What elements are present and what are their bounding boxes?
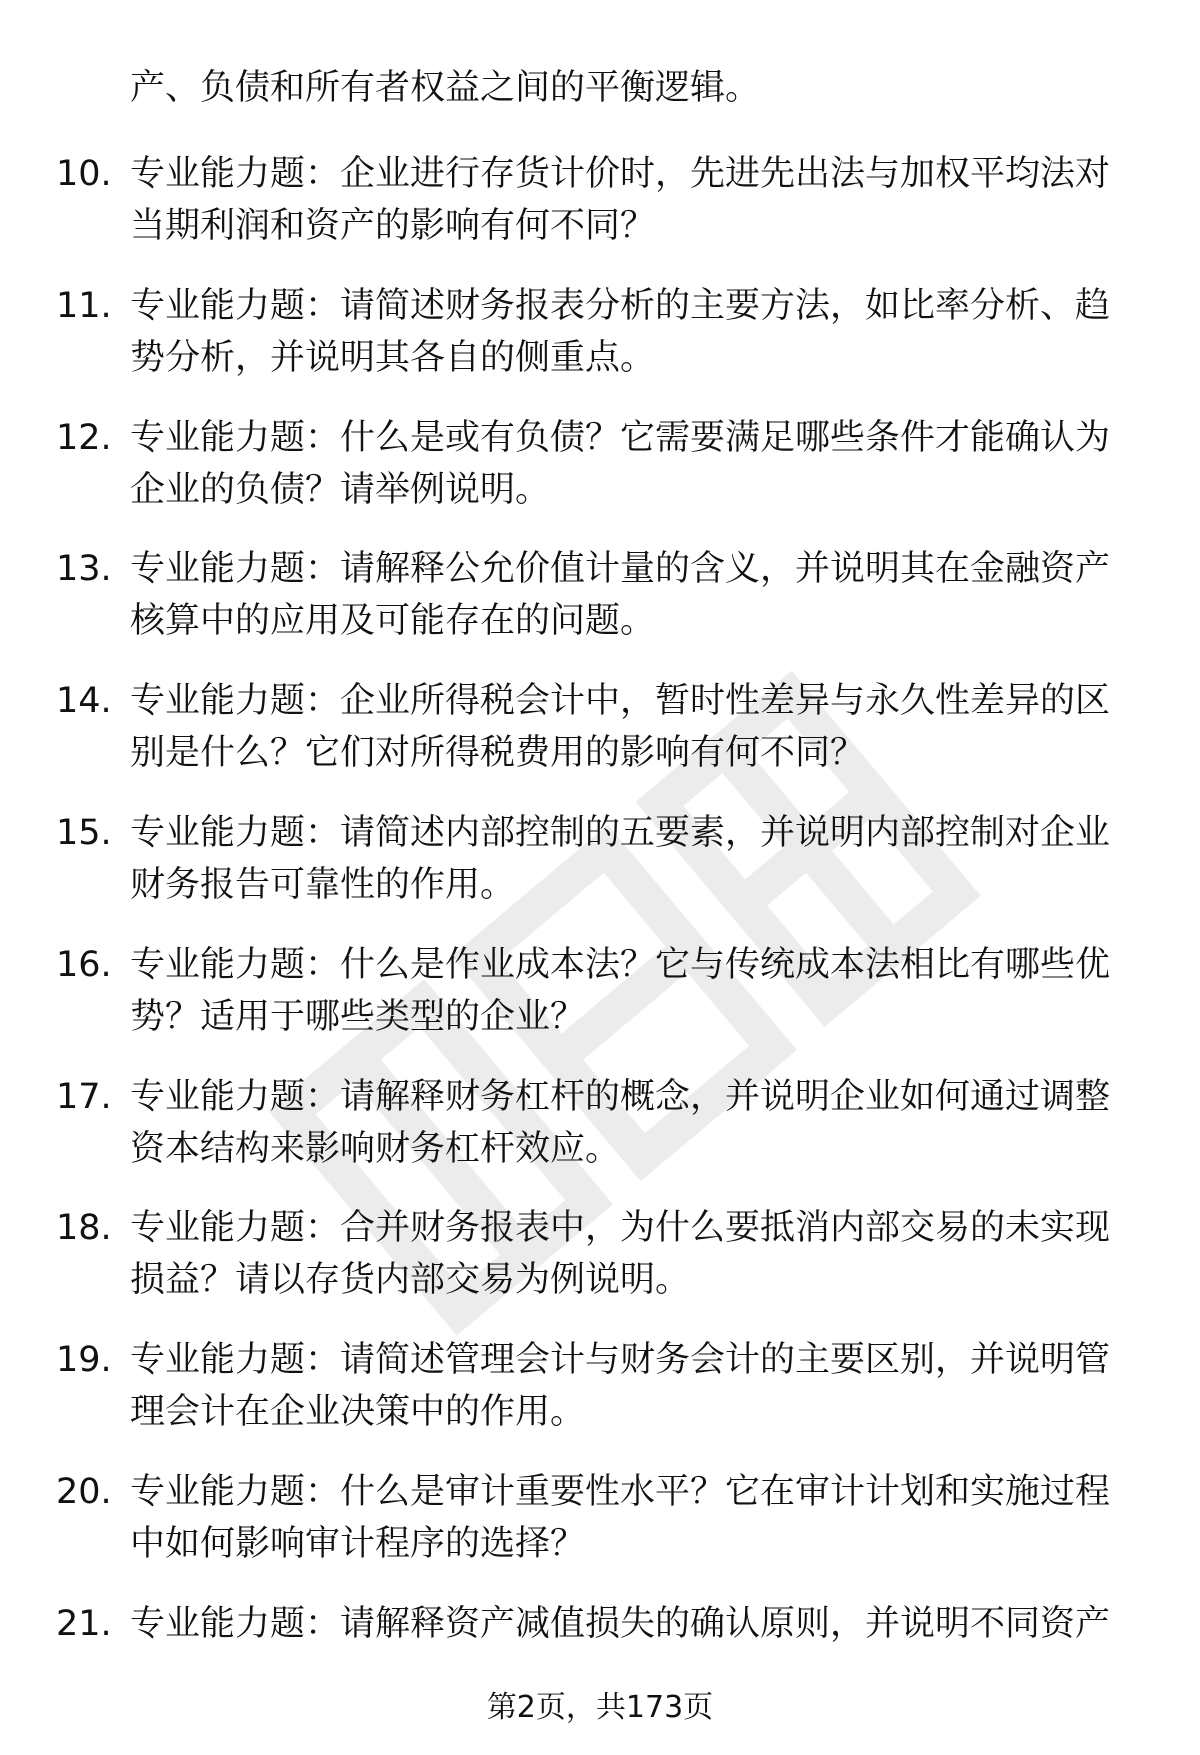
question-item (0, 148, 1200, 280)
question-number: 10. (56, 154, 112, 194)
question-number: 13. (56, 549, 112, 590)
question-text-line-1: 专业能力题：请简述内部控制的五要素，并说明内部控制对企业 (130, 812, 1111, 853)
question-item (0, 939, 1200, 1071)
question-text-line-1: 专业能力题：企业进行存货计价时，先进先出法与加权平均法对 (130, 154, 1111, 194)
question-number: 11. (56, 285, 112, 326)
question-item (0, 1466, 1200, 1598)
question-number: 16. (56, 944, 112, 985)
question-number: 19. (56, 1340, 112, 1381)
question-text-line-2: 当期利润和资产的影响有何不同？ (130, 206, 656, 246)
question-text-line-2: 理会计在企业决策中的作用。 (130, 1392, 586, 1433)
question-number: 17. (56, 1076, 112, 1117)
question-text-line-1: 专业能力题：请解释财务杠杆的概念，并说明企业如何通过调整 (130, 1076, 1111, 1117)
question-text-line-2: 损益？请以存货内部交易为例说明。 (130, 1260, 691, 1301)
question-text-line-2: 核算中的应用及可能存在的问题。 (130, 601, 656, 642)
question-item (0, 807, 1200, 939)
question-item (0, 280, 1200, 412)
question-text-line-2: 企业的负债？请举例说明。 (130, 469, 551, 510)
question-text-line-1: 专业能力题：请解释资产减值损失的确认原则，并说明不同资产 (130, 1603, 1111, 1644)
question-text-line-1: 专业能力题：请解释公允价值计量的含义，并说明其在金融资产 (130, 549, 1111, 590)
question-number: 20. (56, 1471, 112, 1512)
question-text-line-1: 专业能力题：什么是审计重要性水平？它在审计计划和实施过程 (130, 1471, 1111, 1512)
page-number-footer: 第2页，共173页 (486, 1690, 714, 1725)
question-item (0, 1334, 1200, 1466)
continued-text-line: 产、负债和所有者权益之间的平衡逻辑。 (130, 68, 761, 108)
question-item (0, 1071, 1200, 1203)
question-text-line-2: 势？适用于哪些类型的企业？ (130, 996, 586, 1037)
question-text-line-1: 专业能力题：合并财务报表中，为什么要抵消内部交易的未实现 (130, 1208, 1111, 1249)
question-list (0, 148, 1200, 1730)
question-item (0, 543, 1200, 675)
question-item (0, 412, 1200, 544)
question-number: 21. (56, 1603, 112, 1644)
question-text-line-1: 专业能力题：什么是作业成本法？它与传统成本法相比有哪些优 (130, 944, 1111, 985)
question-text-line-1: 专业能力题：什么是或有负债？它需要满足哪些条件才能确认为 (130, 417, 1111, 458)
question-number: 15. (56, 812, 112, 853)
question-item (0, 675, 1200, 807)
question-number: 18. (56, 1208, 112, 1249)
question-text-line-1: 专业能力题：请简述财务报表分析的主要方法，如比率分析、趋 (130, 285, 1111, 326)
question-number: 14. (56, 681, 112, 722)
question-text-line-1: 专业能力题：企业所得税会计中，暂时性差异与永久性差异的区 (130, 681, 1111, 722)
question-text-line-2: 别是什么？它们对所得税费用的影响有何不同？ (130, 733, 866, 774)
question-number: 12. (56, 417, 112, 458)
question-text-line-1: 专业能力题：请简述管理会计与财务会计的主要区别，并说明管 (130, 1340, 1111, 1381)
question-text-line-2: 中如何影响审计程序的选择？ (130, 1523, 586, 1564)
question-item (0, 1202, 1200, 1334)
question-text-line-2: 势分析，并说明其各自的侧重点。 (130, 337, 656, 378)
question-text-line-2: 财务报告可靠性的作用。 (130, 864, 516, 905)
question-text-line-2: 资本结构来影响财务杠杆效应。 (130, 1128, 621, 1169)
